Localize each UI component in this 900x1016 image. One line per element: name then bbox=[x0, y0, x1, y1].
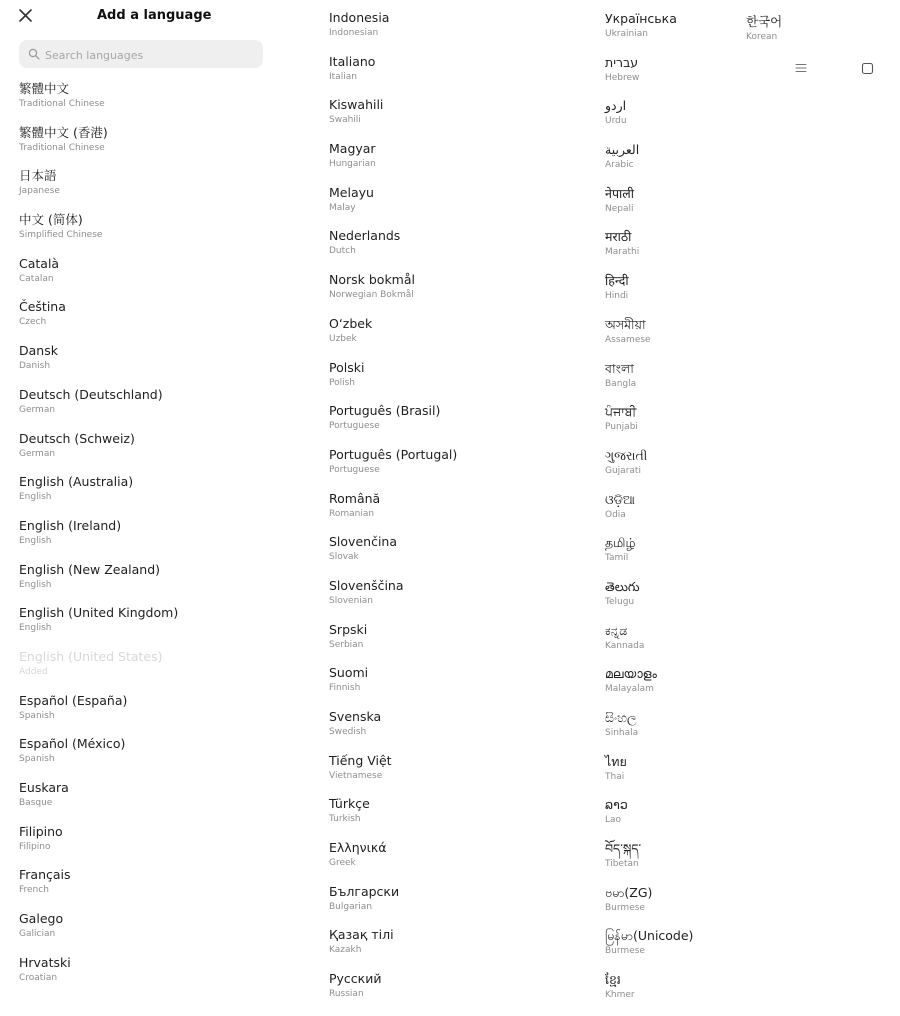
language-subtitle: Kannada bbox=[605, 640, 645, 651]
language-subtitle: Traditional Chinese bbox=[19, 142, 105, 153]
language-item[interactable] bbox=[605, 492, 740, 536]
language-name: Nederlands bbox=[329, 228, 401, 244]
language-item[interactable] bbox=[19, 605, 279, 649]
language-subtitle: Added bbox=[19, 666, 48, 677]
language-subtitle: Vietnamese bbox=[329, 770, 383, 781]
language-name: ລາວ bbox=[605, 797, 628, 813]
language-subtitle: Japanese bbox=[19, 186, 60, 197]
language-list-column-3 bbox=[605, 11, 740, 1016]
language-subtitle: Catalan bbox=[19, 273, 54, 284]
language-item[interactable] bbox=[605, 229, 740, 273]
language-item[interactable] bbox=[329, 403, 589, 447]
language-name: ਪੰਜਾਬੀ bbox=[605, 404, 637, 420]
language-subtitle: Nepali bbox=[605, 203, 634, 214]
language-item[interactable] bbox=[605, 448, 740, 492]
language-subtitle: Sinhala bbox=[605, 728, 639, 738]
search-icon bbox=[28, 48, 40, 60]
language-item[interactable] bbox=[329, 185, 589, 229]
language-item[interactable] bbox=[19, 867, 279, 911]
language-name: ಕನ್ನಡ bbox=[605, 622, 628, 638]
language-item[interactable] bbox=[19, 256, 279, 300]
language-name: Kiswahili bbox=[329, 97, 384, 113]
language-name: Español (España) bbox=[19, 692, 128, 708]
language-name: हिन्दी bbox=[605, 273, 629, 289]
language-name: 日本語 bbox=[19, 168, 57, 184]
language-subtitle: Tibetan bbox=[605, 859, 639, 870]
language-subtitle: Telugu bbox=[605, 596, 635, 607]
language-subtitle: Ukrainian bbox=[605, 29, 648, 39]
language-subtitle: Spanish bbox=[19, 754, 55, 765]
language-subtitle: Burmese bbox=[605, 946, 645, 957]
language-name: Dansk bbox=[19, 343, 58, 359]
header-bar bbox=[0, 0, 290, 36]
language-name: العربية bbox=[605, 142, 640, 158]
language-subtitle: Urdu bbox=[605, 116, 627, 127]
language-name: Slovenščina bbox=[329, 577, 404, 593]
language-item[interactable] bbox=[19, 911, 279, 955]
language-name: Čeština bbox=[19, 299, 66, 315]
language-item[interactable] bbox=[605, 361, 740, 405]
language-name: Magyar bbox=[329, 141, 376, 157]
language-name: தமிழ் bbox=[605, 535, 636, 551]
language-name: Slovenčina bbox=[329, 534, 397, 550]
language-subtitle: Dutch bbox=[329, 246, 356, 257]
language-name: Українська bbox=[605, 11, 677, 26]
language-subtitle: German bbox=[19, 448, 56, 459]
page-title: Add a language bbox=[97, 8, 212, 23]
language-item[interactable] bbox=[605, 928, 740, 972]
language-name: অসমীয়া bbox=[605, 316, 646, 332]
language-subtitle: Korean bbox=[746, 32, 778, 42]
language-item[interactable] bbox=[19, 343, 279, 387]
language-item[interactable] bbox=[329, 97, 589, 141]
language-subtitle: Marathi bbox=[605, 247, 640, 258]
language-item[interactable] bbox=[605, 186, 740, 230]
language-subtitle: Swahili bbox=[329, 115, 361, 126]
language-item[interactable] bbox=[605, 98, 740, 142]
language-name: မြန်မာ(Unicode) bbox=[605, 928, 694, 944]
language-item[interactable] bbox=[19, 299, 279, 343]
menu-icon[interactable] bbox=[794, 60, 808, 74]
language-item[interactable] bbox=[605, 885, 740, 929]
language-item[interactable] bbox=[605, 535, 740, 579]
language-item[interactable] bbox=[19, 518, 279, 562]
language-item[interactable] bbox=[605, 623, 740, 667]
language-item[interactable] bbox=[329, 447, 589, 491]
language-item[interactable] bbox=[19, 736, 279, 780]
language-subtitle: English bbox=[19, 492, 52, 503]
language-subtitle: Assamese bbox=[605, 334, 651, 345]
language-subtitle: Italian bbox=[329, 71, 357, 82]
language-name: ગુજરાતી bbox=[605, 447, 648, 463]
language-name: Melayu bbox=[329, 184, 374, 200]
language-subtitle: Croatian bbox=[19, 972, 58, 983]
language-item[interactable] bbox=[329, 316, 589, 360]
language-item[interactable] bbox=[329, 709, 589, 753]
language-item[interactable] bbox=[19, 824, 279, 868]
language-item[interactable] bbox=[605, 841, 740, 885]
language-name: Galego bbox=[19, 911, 64, 927]
language-item[interactable] bbox=[605, 273, 740, 317]
language-item[interactable] bbox=[329, 228, 589, 272]
language-subtitle: Bulgarian bbox=[329, 901, 373, 912]
language-name: 繁體中文 bbox=[19, 81, 70, 96]
language-item[interactable] bbox=[19, 431, 279, 475]
language-subtitle: Spanish bbox=[19, 710, 55, 721]
language-name: Català bbox=[19, 255, 60, 271]
language-item[interactable] bbox=[19, 387, 279, 431]
language-name: ଓଡ଼ିଆ bbox=[605, 491, 635, 507]
language-subtitle: Bangla bbox=[605, 378, 637, 389]
language-name: Hrvatski bbox=[19, 954, 71, 970]
language-subtitle: Traditional Chinese bbox=[19, 99, 105, 109]
language-subtitle: English bbox=[19, 623, 52, 634]
language-item[interactable] bbox=[19, 693, 279, 737]
search-bar[interactable] bbox=[19, 40, 263, 68]
language-subtitle: Lao bbox=[605, 815, 622, 826]
language-item[interactable] bbox=[19, 81, 279, 125]
language-name: עברית bbox=[605, 54, 639, 70]
language-item[interactable] bbox=[19, 780, 279, 824]
language-subtitle: Portuguese bbox=[329, 464, 380, 475]
language-name: Polski bbox=[329, 359, 365, 375]
language-name: मराठी bbox=[605, 229, 632, 245]
square-icon[interactable] bbox=[861, 60, 874, 73]
language-subtitle: Swedish bbox=[329, 727, 367, 737]
language-name: සිංහල bbox=[605, 710, 637, 725]
language-item[interactable] bbox=[19, 955, 279, 999]
language-subtitle: Simplified Chinese bbox=[19, 230, 103, 241]
language-name: Español (México) bbox=[19, 736, 126, 752]
language-name: മലയാളം bbox=[605, 666, 657, 682]
language-name: ខ្មែរ bbox=[605, 972, 621, 988]
language-name: Қазақ тілі bbox=[329, 927, 394, 943]
close-button[interactable] bbox=[14, 4, 38, 28]
language-name: Suomi bbox=[329, 665, 369, 681]
language-subtitle: Polish bbox=[329, 377, 356, 388]
language-name: Filipino bbox=[19, 823, 63, 839]
language-item[interactable] bbox=[329, 141, 589, 185]
language-name: 한국어 bbox=[746, 14, 783, 29]
language-item-korean[interactable] bbox=[746, 14, 782, 43]
language-item[interactable] bbox=[329, 10, 589, 54]
language-name: O‘zbek bbox=[329, 315, 373, 331]
language-item[interactable] bbox=[19, 562, 279, 606]
language-subtitle: Punjabi bbox=[605, 422, 638, 433]
language-subtitle: Tamil bbox=[605, 553, 629, 564]
language-item[interactable] bbox=[605, 142, 740, 186]
language-name: Português (Brasil) bbox=[329, 403, 441, 419]
language-item[interactable] bbox=[19, 168, 279, 212]
language-name: English (United States) bbox=[19, 648, 163, 664]
language-name: Srpski bbox=[329, 621, 368, 637]
language-name: Deutsch (Schweiz) bbox=[19, 430, 135, 446]
language-name: Euskara bbox=[19, 780, 69, 795]
language-subtitle: English bbox=[19, 535, 52, 546]
language-subtitle: Danish bbox=[19, 361, 51, 372]
language-subtitle: Burmese bbox=[605, 902, 645, 913]
language-name: Deutsch (Deutschland) bbox=[19, 386, 163, 402]
language-subtitle: Hindi bbox=[605, 291, 629, 302]
language-item[interactable] bbox=[605, 666, 740, 710]
language-name: Română bbox=[329, 490, 381, 506]
language-item[interactable] bbox=[329, 491, 589, 535]
language-name: Português (Portugal) bbox=[329, 446, 458, 462]
language-subtitle: Slovak bbox=[329, 552, 359, 563]
language-item[interactable] bbox=[329, 54, 589, 98]
language-item[interactable] bbox=[329, 927, 589, 971]
language-subtitle: Malay bbox=[329, 202, 356, 213]
language-subtitle: Turkish bbox=[329, 814, 361, 825]
language-name: English (New Zealand) bbox=[19, 561, 161, 577]
language-name: ဗမာ(ZG) bbox=[605, 884, 653, 900]
language-subtitle: Khmer bbox=[605, 990, 635, 1001]
language-subtitle: Indonesian bbox=[329, 28, 379, 38]
language-name: Tiếng Việt bbox=[329, 752, 392, 768]
search-input[interactable] bbox=[43, 40, 257, 70]
language-subtitle: Basque bbox=[19, 798, 53, 808]
language-name: Svenska bbox=[329, 709, 382, 724]
language-subtitle: Malayalam bbox=[605, 684, 654, 695]
language-name: Français bbox=[19, 867, 71, 883]
language-item[interactable] bbox=[605, 754, 740, 798]
language-subtitle: Czech bbox=[19, 317, 47, 328]
language-name: বাংলা bbox=[605, 360, 634, 376]
language-name: Italiano bbox=[329, 53, 376, 69]
language-name: English (Ireland) bbox=[19, 517, 122, 533]
language-subtitle: English bbox=[19, 579, 52, 590]
language-subtitle: Slovenian bbox=[329, 595, 374, 606]
language-subtitle: Kazakh bbox=[329, 945, 362, 956]
language-item[interactable] bbox=[329, 534, 589, 578]
language-name: Русский bbox=[329, 971, 382, 987]
language-name: اردو bbox=[605, 98, 627, 114]
language-item[interactable] bbox=[329, 796, 589, 840]
language-item[interactable] bbox=[605, 579, 740, 623]
language-subtitle: Russian bbox=[329, 989, 364, 1000]
language-name: Ελληνικά bbox=[329, 840, 387, 856]
language-subtitle: Hungarian bbox=[329, 159, 376, 170]
language-name: Български bbox=[329, 883, 400, 899]
language-item[interactable] bbox=[19, 474, 279, 518]
language-name: Türkçe bbox=[329, 796, 370, 812]
language-subtitle: Norwegian Bokmål bbox=[329, 290, 414, 301]
language-item[interactable] bbox=[605, 797, 740, 841]
language-subtitle: Odia bbox=[605, 509, 626, 520]
language-subtitle: German bbox=[19, 404, 56, 415]
language-item[interactable] bbox=[605, 55, 740, 99]
language-item[interactable] bbox=[605, 404, 740, 448]
language-item[interactable] bbox=[329, 665, 589, 709]
language-name: Norsk bokmål bbox=[329, 272, 415, 288]
language-name: 中文 (简体) bbox=[19, 212, 83, 228]
language-list-column-2 bbox=[329, 10, 589, 1015]
language-name: English (United Kingdom) bbox=[19, 605, 179, 621]
language-item[interactable] bbox=[329, 272, 589, 316]
language-item bbox=[19, 649, 279, 693]
language-item[interactable] bbox=[329, 753, 589, 797]
language-name: తెలుగు bbox=[605, 578, 640, 594]
language-subtitle: Galician bbox=[19, 929, 56, 940]
language-item[interactable] bbox=[605, 972, 740, 1016]
language-item[interactable] bbox=[329, 578, 589, 622]
language-item[interactable] bbox=[329, 840, 589, 884]
language-subtitle: Portuguese bbox=[329, 421, 380, 432]
language-subtitle: Romanian bbox=[329, 508, 375, 519]
language-subtitle: Arabic bbox=[605, 160, 634, 171]
language-item[interactable] bbox=[329, 884, 589, 928]
language-name: Indonesia bbox=[329, 10, 390, 25]
language-name: English (Australia) bbox=[19, 474, 134, 490]
language-name: ไทย bbox=[605, 753, 627, 769]
language-subtitle: Uzbek bbox=[329, 333, 357, 344]
language-item[interactable] bbox=[19, 125, 279, 169]
language-item[interactable] bbox=[329, 360, 589, 404]
language-subtitle: Hebrew bbox=[605, 72, 640, 83]
language-item[interactable] bbox=[605, 11, 740, 55]
language-name: 繁體中文 (香港) bbox=[19, 124, 108, 140]
language-item[interactable] bbox=[605, 317, 740, 361]
language-list-column-1 bbox=[19, 81, 279, 998]
language-item[interactable] bbox=[329, 971, 589, 1015]
language-subtitle: Thai bbox=[605, 771, 625, 782]
language-name: नेपाली bbox=[605, 185, 634, 201]
language-subtitle: Greek bbox=[329, 858, 356, 869]
close-icon bbox=[14, 4, 38, 28]
language-subtitle: Finnish bbox=[329, 683, 361, 694]
language-item[interactable] bbox=[329, 622, 589, 666]
language-subtitle: French bbox=[19, 885, 49, 896]
language-subtitle: Filipino bbox=[19, 841, 51, 852]
language-item[interactable] bbox=[19, 212, 279, 256]
language-item[interactable] bbox=[605, 710, 740, 754]
language-subtitle: Gujarati bbox=[605, 465, 641, 476]
language-subtitle: Serbian bbox=[329, 639, 364, 650]
language-name: བོད་སྐད་ bbox=[605, 841, 642, 857]
